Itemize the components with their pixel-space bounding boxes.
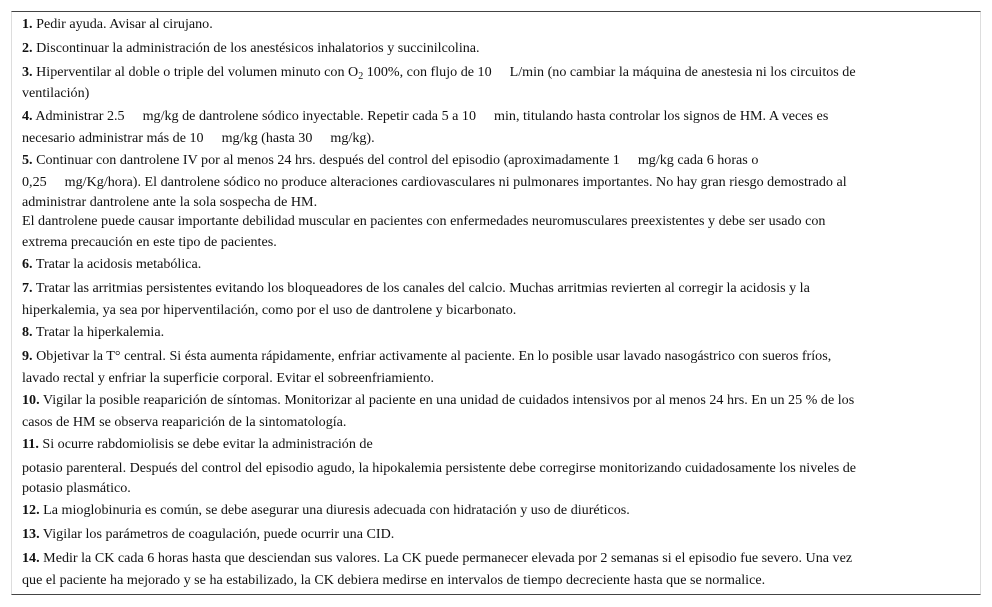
item-2 — [22, 39, 480, 57]
item-text: Medir la CK cada 6 horas hasta que desciendan sus valores. La CK puede permanecer elevada por 2 semanas si el episodio fue severo. Una vez — [43, 550, 853, 566]
item-text: Objetivar la T° central. Si ésta aumenta rápidamente, enfriar activamente al paciente. En lo posible usar lavado nasogástrico con sueros fríos, — [36, 348, 832, 364]
subscript: 2 — [358, 71, 364, 82]
item-number: 2. — [22, 40, 33, 56]
item-11 — [22, 435, 373, 453]
item-14 — [22, 549, 852, 567]
item-text: min, titulando hasta controlar los signos de HM. A veces es — [494, 108, 829, 124]
item-text: mg/kg). — [330, 130, 375, 146]
item-text: Vigilar los parámetros de coagulación, puede ocurrir una CID. — [42, 526, 395, 542]
item-text: 0,25 — [22, 174, 47, 190]
item-number: 14. — [22, 550, 40, 566]
item-7-continuation — [22, 301, 516, 319]
item-text: Tratar la acidosis metabólica. — [35, 256, 202, 272]
item-7 — [22, 279, 810, 297]
item-text: que el paciente ha mejorado y se ha estabilizado, la CK debiera medirse en intervalos de tiempo decreciente hasta que se normalice. — [22, 572, 766, 588]
item-11-line-2 — [22, 459, 856, 477]
item-text: El dantrolene puede causar importante debilidad muscular en pacientes con enfermedades neuromusculares preexistentes y debe ser usado con — [22, 213, 826, 229]
item-text: potasio parenteral. Después del control del episodio agudo, la hipokalemia persistente debe corregirse monitorizando cuidadosamente los niveles de — [22, 460, 857, 476]
item-6 — [22, 255, 201, 273]
item-number: 10. — [22, 392, 40, 408]
item-number: 5. — [22, 152, 33, 168]
item-5-line-3 — [22, 193, 317, 211]
item-text: Vigilar la posible reaparición de síntomas. Monitorizar al paciente en una unidad de cuidados intensivos por al menos 24 hrs. En un 25 % de los — [42, 392, 855, 408]
item-5-line-4 — [22, 212, 825, 230]
item-text: Administrar 2.5 — [35, 108, 125, 124]
item-4-continuation — [22, 129, 375, 147]
item-text: ventilación) — [22, 85, 90, 101]
item-text: extrema precaución en este tipo de pacientes. — [22, 234, 277, 250]
item-number: 13. — [22, 526, 40, 542]
item-12 — [22, 501, 630, 519]
item-text: Tratar las arritmias persistentes evitando los bloqueadores de los canales del calcio. Muchas arritmias revierten al corregir la acidosis y la — [35, 280, 810, 296]
item-5-line-5 — [22, 233, 277, 251]
item-text: Tratar la hiperkalemia. — [35, 324, 165, 340]
item-14-continuation — [22, 571, 765, 589]
item-number: 11. — [22, 436, 39, 452]
item-10-continuation — [22, 413, 346, 431]
item-5 — [22, 151, 758, 169]
item-number: 1. — [22, 16, 33, 32]
item-3-continuation — [22, 84, 89, 102]
item-number: 12. — [22, 502, 40, 518]
item-13 — [22, 525, 394, 543]
item-number: 9. — [22, 348, 33, 364]
item-text: potasio plasmático. — [22, 480, 131, 496]
item-text: La mioglobinuria es común, se debe asegurar una diuresis adecuada con hidratación y uso de diuréticos. — [43, 502, 630, 518]
protocol-table — [11, 11, 981, 595]
item-text: 100%, con flujo de 10 — [363, 64, 492, 80]
item-9 — [22, 347, 831, 365]
item-text: mg/Kg/hora). El dantrolene sódico no produce alteraciones cardiovasculares ni pulmonares importantes. No hay gran riesgo demostrado al — [64, 174, 847, 190]
item-5-line-2 — [22, 173, 847, 191]
item-number: 8. — [22, 324, 33, 340]
item-10 — [22, 391, 854, 409]
item-text: lavado rectal y enfriar la superficie corporal. Evitar el sobreenfriamiento. — [22, 370, 435, 386]
item-text: Si ocurre rabdomiolisis se debe evitar la administración de — [42, 436, 373, 452]
item-1 — [22, 15, 213, 33]
item-text: Discontinuar la administración de los anestésicos inhalatorios y succinilcolina. — [36, 40, 480, 56]
item-11-line-3 — [22, 479, 131, 497]
item-text: mg/kg de dantrolene sódico inyectable. Repetir cada 5 a 10 — [142, 108, 477, 124]
item-text: hiperkalemia, ya sea por hiperventilación, como por el uso de dantrolene y bicarbonato. — [22, 302, 517, 318]
item-text: necesario administrar más de 10 — [22, 130, 204, 146]
item-text: Hiperventilar al doble o triple del volumen minuto con O — [36, 64, 359, 80]
item-number: 6. — [22, 256, 33, 272]
item-text: casos de HM se observa reaparición de la sintomatología. — [22, 414, 347, 430]
item-3 — [22, 63, 856, 81]
item-4 — [22, 107, 828, 125]
item-text: mg/kg (hasta 30 — [221, 130, 313, 146]
item-text: L/min (no cambiar la máquina de anestesia ni los circuitos de — [509, 64, 856, 80]
item-number: 4. — [22, 108, 33, 124]
item-8 — [22, 323, 164, 341]
item-text: mg/kg cada 6 horas o — [637, 152, 759, 168]
item-number: 7. — [22, 280, 33, 296]
item-text: Continuar con dantrolene IV por al menos 24 hrs. después del control del episodio (aproximadamente 1 — [36, 152, 620, 168]
item-text: administrar dantrolene ante la sola sospecha de HM. — [22, 194, 318, 210]
item-9-continuation — [22, 369, 434, 387]
item-number: 3. — [22, 64, 33, 80]
item-text: Pedir ayuda. Avisar al cirujano. — [36, 16, 213, 32]
